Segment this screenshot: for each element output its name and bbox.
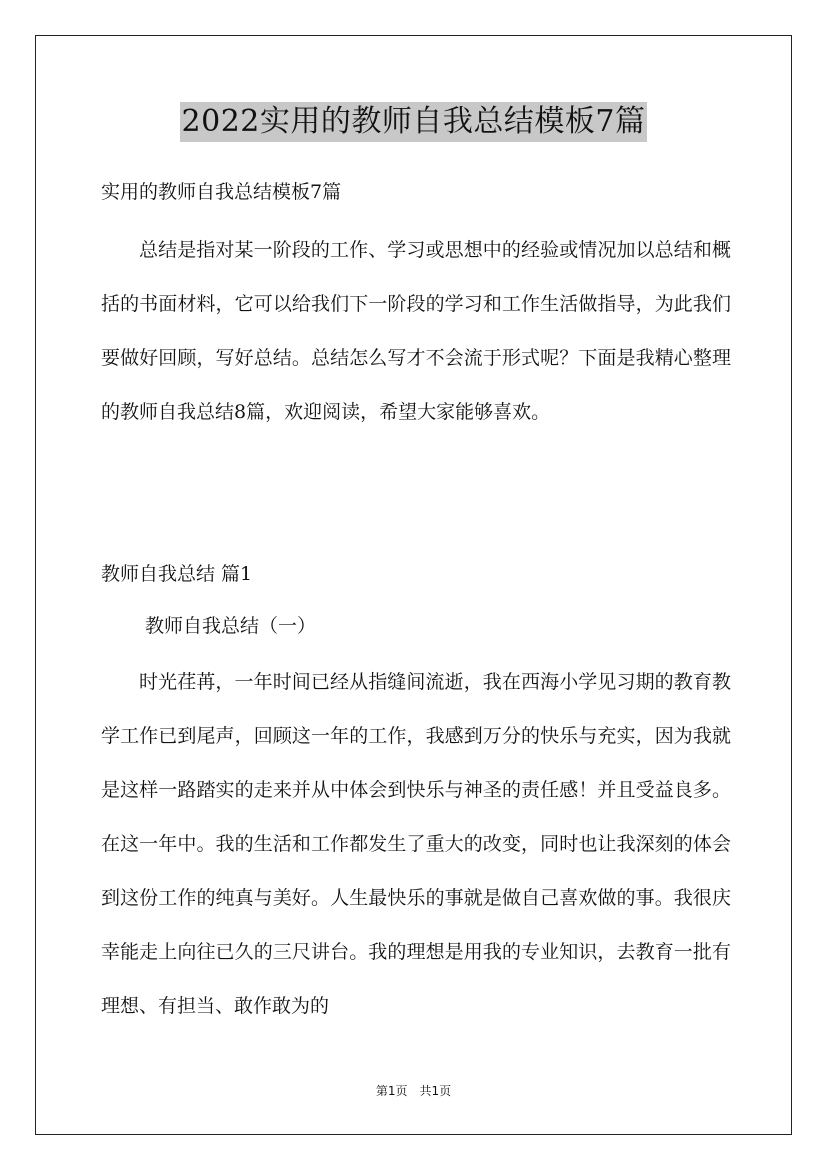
body-paragraph: 时光荏苒，一年时间已经从指缝间流逝，我在西海小学见习期的教育教学工作已到尾声，回顾这一年的工作，我感到万分的快乐与充实，因为我就是这样一路踏实的走来并从中体会到快乐与神圣的责任感！并且受益良多。在这一年中。我的生活和工作都发生了重大的改变，同时也让我深刻的体会到这份工作的纯真与美好。人生最快乐的事就是做自己喜欢做的事。我很庆幸能走上向往已久的三尺讲台。我的理想是用我的专业知识，去教育一批有理想、有担当、敢作敢为的 — [101, 671, 731, 1017]
sub-heading: 教师自我总结（一） — [145, 615, 317, 637]
document-subtitle: 实用的教师自我总结模板7篇 — [101, 181, 342, 203]
title-container — [0, 102, 827, 142]
page-footer: 第1页 共1页 — [375, 1084, 452, 1098]
intro-paragraph: 总结是指对某一阶段的工作、学习或思想中的经验或情况加以总结和概括的书面材料，它可以给我们下一阶段的学习和工作生活做指导，为此我们要做好回顾，写好总结。总结怎么写才不会流于形式呢？下面是我精心整理的教师自我总结8篇，欢迎阅读，希望大家能够喜欢。 — [101, 239, 731, 423]
section-heading: 教师自我总结 篇1 — [101, 563, 253, 585]
document-title: 2022实用的教师自我总结模板7篇 — [180, 102, 648, 142]
